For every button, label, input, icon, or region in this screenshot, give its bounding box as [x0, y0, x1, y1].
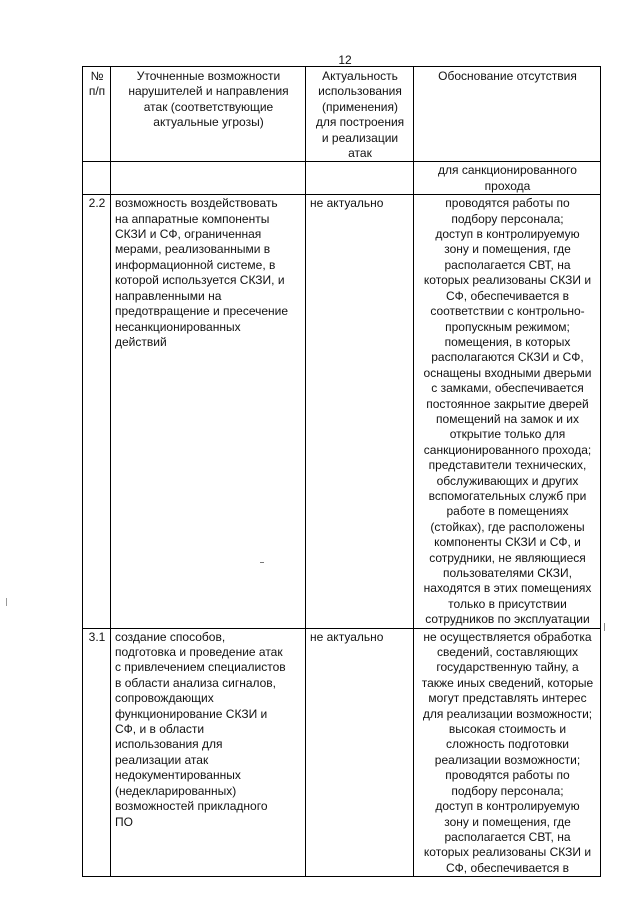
scan-artifact: [6, 598, 7, 606]
header-line: Актуальность: [322, 69, 398, 83]
cell-line: располагаются СКЗИ и СФ,: [431, 350, 584, 365]
continuation-row: [83, 162, 601, 195]
cell-line: пропускным режимом;: [445, 319, 570, 334]
cell-line: также иных сведений, которые: [421, 675, 594, 690]
cell-line: СКЗИ и СФ, ограниченная: [115, 227, 262, 242]
cell-line: с привлечением специалистов: [115, 660, 286, 675]
cell-justification: [414, 162, 601, 195]
cell-line: в области анализа сигналов,: [115, 675, 277, 690]
cell-line: функционирование СКЗИ и: [115, 706, 268, 721]
cell-capability: [111, 628, 306, 877]
cell-number: 2.2: [83, 195, 111, 628]
cell-line: не осуществляется обработка: [423, 629, 592, 644]
header-relevance: [306, 67, 414, 162]
cell-line: помещения, в которых: [444, 334, 571, 349]
cell-line: которых реализованы СКЗИ и: [423, 273, 592, 288]
threat-table: [82, 66, 601, 877]
table-row: [83, 628, 601, 877]
cell-line: вспомогательных служб при: [428, 488, 587, 503]
cell-line: создание способов,: [115, 629, 226, 644]
header-line: Уточненные возможности: [136, 69, 281, 83]
cell-line: на аппаратные компоненты: [115, 211, 270, 226]
cell-line: возможностей прикладного: [115, 799, 268, 814]
cell-line: высокая стоимость и: [448, 722, 567, 737]
cell-number: 3.1: [83, 628, 111, 877]
cell-line: сведений, составляющих: [436, 645, 579, 660]
header-line: атак: [348, 146, 372, 161]
cell-line: недокументированных: [115, 768, 241, 783]
cell-line: открытие только для: [449, 427, 566, 442]
cell-line: представители технических,: [428, 458, 587, 473]
cell-line: ПО: [115, 814, 133, 829]
cell-line: сопровождающих: [115, 691, 214, 706]
page-number: 12: [338, 53, 352, 67]
cell-line: которых реализованы СКЗИ и: [423, 845, 592, 860]
cell-line: направленными на: [115, 288, 222, 303]
header-capabilities: [111, 67, 306, 162]
cell-line: мерами, реализованными в: [115, 242, 271, 257]
header-line: Обоснование отсутствия: [438, 69, 577, 83]
cell-line: постоянное закрытие дверей: [426, 396, 589, 411]
cell-relevance: не актуально: [306, 195, 414, 628]
cell-line: доступ в контролируемую: [435, 227, 580, 242]
cell-line: соответствии с контрольно-: [430, 304, 585, 319]
cell-line: оснащены входными дверьми: [423, 365, 592, 380]
cell-line: компоненты СКЗИ и СФ, и: [434, 535, 581, 550]
header-line: п/п: [88, 84, 106, 99]
header-line: №: [90, 69, 104, 83]
cell-capability: [111, 162, 306, 195]
header-line: использования: [318, 84, 402, 99]
table-row: [83, 195, 601, 628]
cell-line: располагается СВТ, на: [444, 257, 571, 272]
cell-line: пользователями СКЗИ,: [442, 566, 572, 580]
cell-line: сотрудники, не являющиеся: [429, 550, 586, 565]
cell-line: проводятся работы по: [445, 196, 570, 211]
header-number: [83, 67, 111, 162]
cell-line: СФ, обеспечивается в: [445, 288, 570, 303]
cell-line: санкционированного прохода;: [423, 442, 592, 457]
cell-line: находятся в этих помещениях: [423, 581, 592, 596]
header-line: нарушителей и направления: [128, 84, 289, 99]
table-header-row: [83, 67, 601, 162]
header-line: (применения): [322, 99, 398, 114]
cell-line: (стойках), где расположены: [430, 519, 585, 534]
cell-line: которой используется СКЗИ, и: [115, 273, 285, 288]
header-line: и реализации: [321, 130, 399, 145]
cell-relevance: [306, 162, 414, 195]
cell-line: сложность подготовки: [446, 737, 569, 752]
cell-line: реализации возможности;: [434, 752, 581, 767]
scan-artifact: [260, 562, 264, 563]
cell-line: прохода: [484, 178, 531, 193]
cell-line: доступ в контролируемую: [435, 799, 580, 814]
cell-line: подбору персонала;: [451, 211, 564, 226]
cell-line: (недекларированных): [115, 783, 237, 798]
cell-line: реализации атак: [115, 752, 209, 767]
cell-line: возможность воздействовать: [115, 196, 278, 211]
cell-line: могут представлять интерес: [428, 691, 587, 706]
cell-line: проводятся работы по: [445, 768, 570, 783]
cell-line: информационной системе, в: [115, 257, 276, 272]
cell-line: сотрудников по эксплуатации: [425, 612, 590, 627]
cell-justification: [414, 195, 601, 628]
cell-line: обслуживающих и других: [436, 473, 579, 488]
header-line: для построения: [315, 115, 405, 130]
cell-line: зону и помещения, где: [444, 242, 571, 257]
cell-line: государственную тайну, а: [436, 660, 579, 675]
cell-line: располагается СВТ, на: [444, 829, 571, 844]
cell-line: помещений на замок и их: [436, 411, 579, 426]
cell-justification: [414, 628, 601, 877]
cell-line: использования для: [115, 737, 223, 752]
scan-artifact: [604, 623, 605, 631]
cell-relevance: не актуально: [306, 628, 414, 877]
cell-line: СФ, обеспечивается в: [445, 860, 570, 875]
cell-capability: [111, 195, 306, 628]
cell-line: только в присутствии: [448, 596, 567, 611]
cell-line: подготовка и проведение атак: [115, 645, 283, 660]
cell-line: несанкционированных: [115, 319, 241, 334]
cell-line: подбору персонала;: [451, 783, 564, 798]
header-justification: [414, 67, 601, 162]
cell-line: для санкционированного: [438, 163, 577, 178]
cell-line: работе в помещениях: [446, 504, 569, 519]
cell-line: с замками, обеспечивается: [431, 381, 584, 396]
cell-line: для реализации возможности;: [422, 706, 593, 721]
cell-line: СФ, и в области: [115, 722, 205, 737]
cell-line: действий: [115, 334, 167, 349]
cell-line: зону и помещения, где: [444, 814, 571, 829]
header-line: атак (соответствующие: [143, 99, 274, 114]
cell-line: предотвращение и пресечение: [115, 304, 289, 319]
header-line: актуальные угрозы): [153, 115, 264, 130]
cell-number: [83, 162, 111, 195]
